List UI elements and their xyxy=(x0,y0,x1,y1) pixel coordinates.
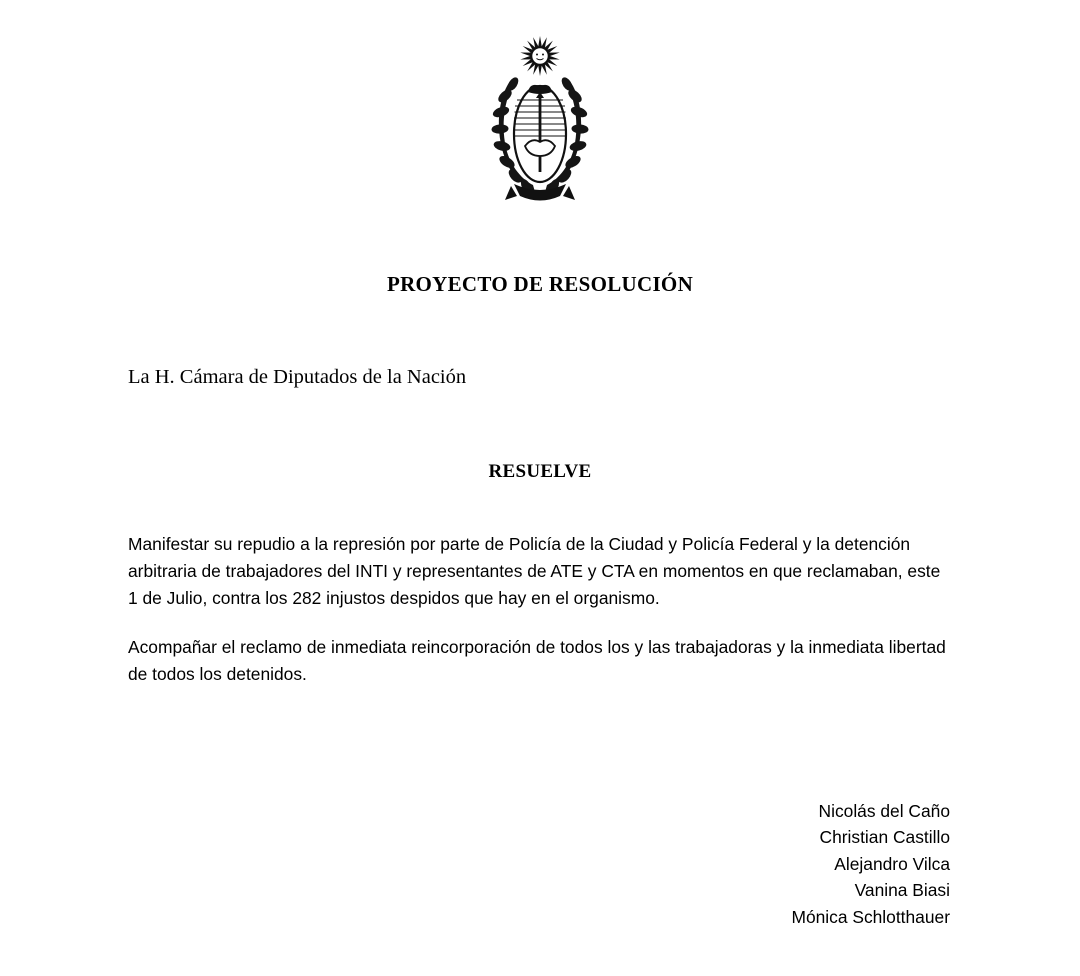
argentina-coat-of-arms-icon xyxy=(481,34,599,204)
signatory: Christian Castillo xyxy=(819,827,950,848)
body-text xyxy=(128,531,946,688)
signatory: Mónica Schlotthauer xyxy=(791,906,950,927)
signatures-block xyxy=(791,798,950,930)
page-title: PROYECTO DE RESOLUCIÓN xyxy=(386,272,694,296)
signatory: Alejandro Vilca xyxy=(834,853,950,874)
addressee-line: La H. Cámara de Diputados de la Nación xyxy=(128,366,467,388)
body-paragraph-1: Manifestar su repudio a la represión por parte de Policía de la Ciudad y Policía Federal y la detención arbitraria de trabajadores del INTI y representantes de ATE y CTA en momentos en que reclamaban, este 1 de Julio, contra los 282 injustos despidos que hay en el organismo. xyxy=(128,534,941,608)
coat-of-arms-container xyxy=(0,34,1080,204)
resolve-heading: RESUELVE xyxy=(488,461,592,482)
signatory: Vanina Biasi xyxy=(854,880,950,901)
signatory: Nicolás del Caño xyxy=(818,801,950,821)
body-paragraph-2: Acompañar el reclamo de inmediata reincorporación de todos los y las trabajadoras y la inmediata libertad de todos los detenidos. xyxy=(128,636,946,684)
